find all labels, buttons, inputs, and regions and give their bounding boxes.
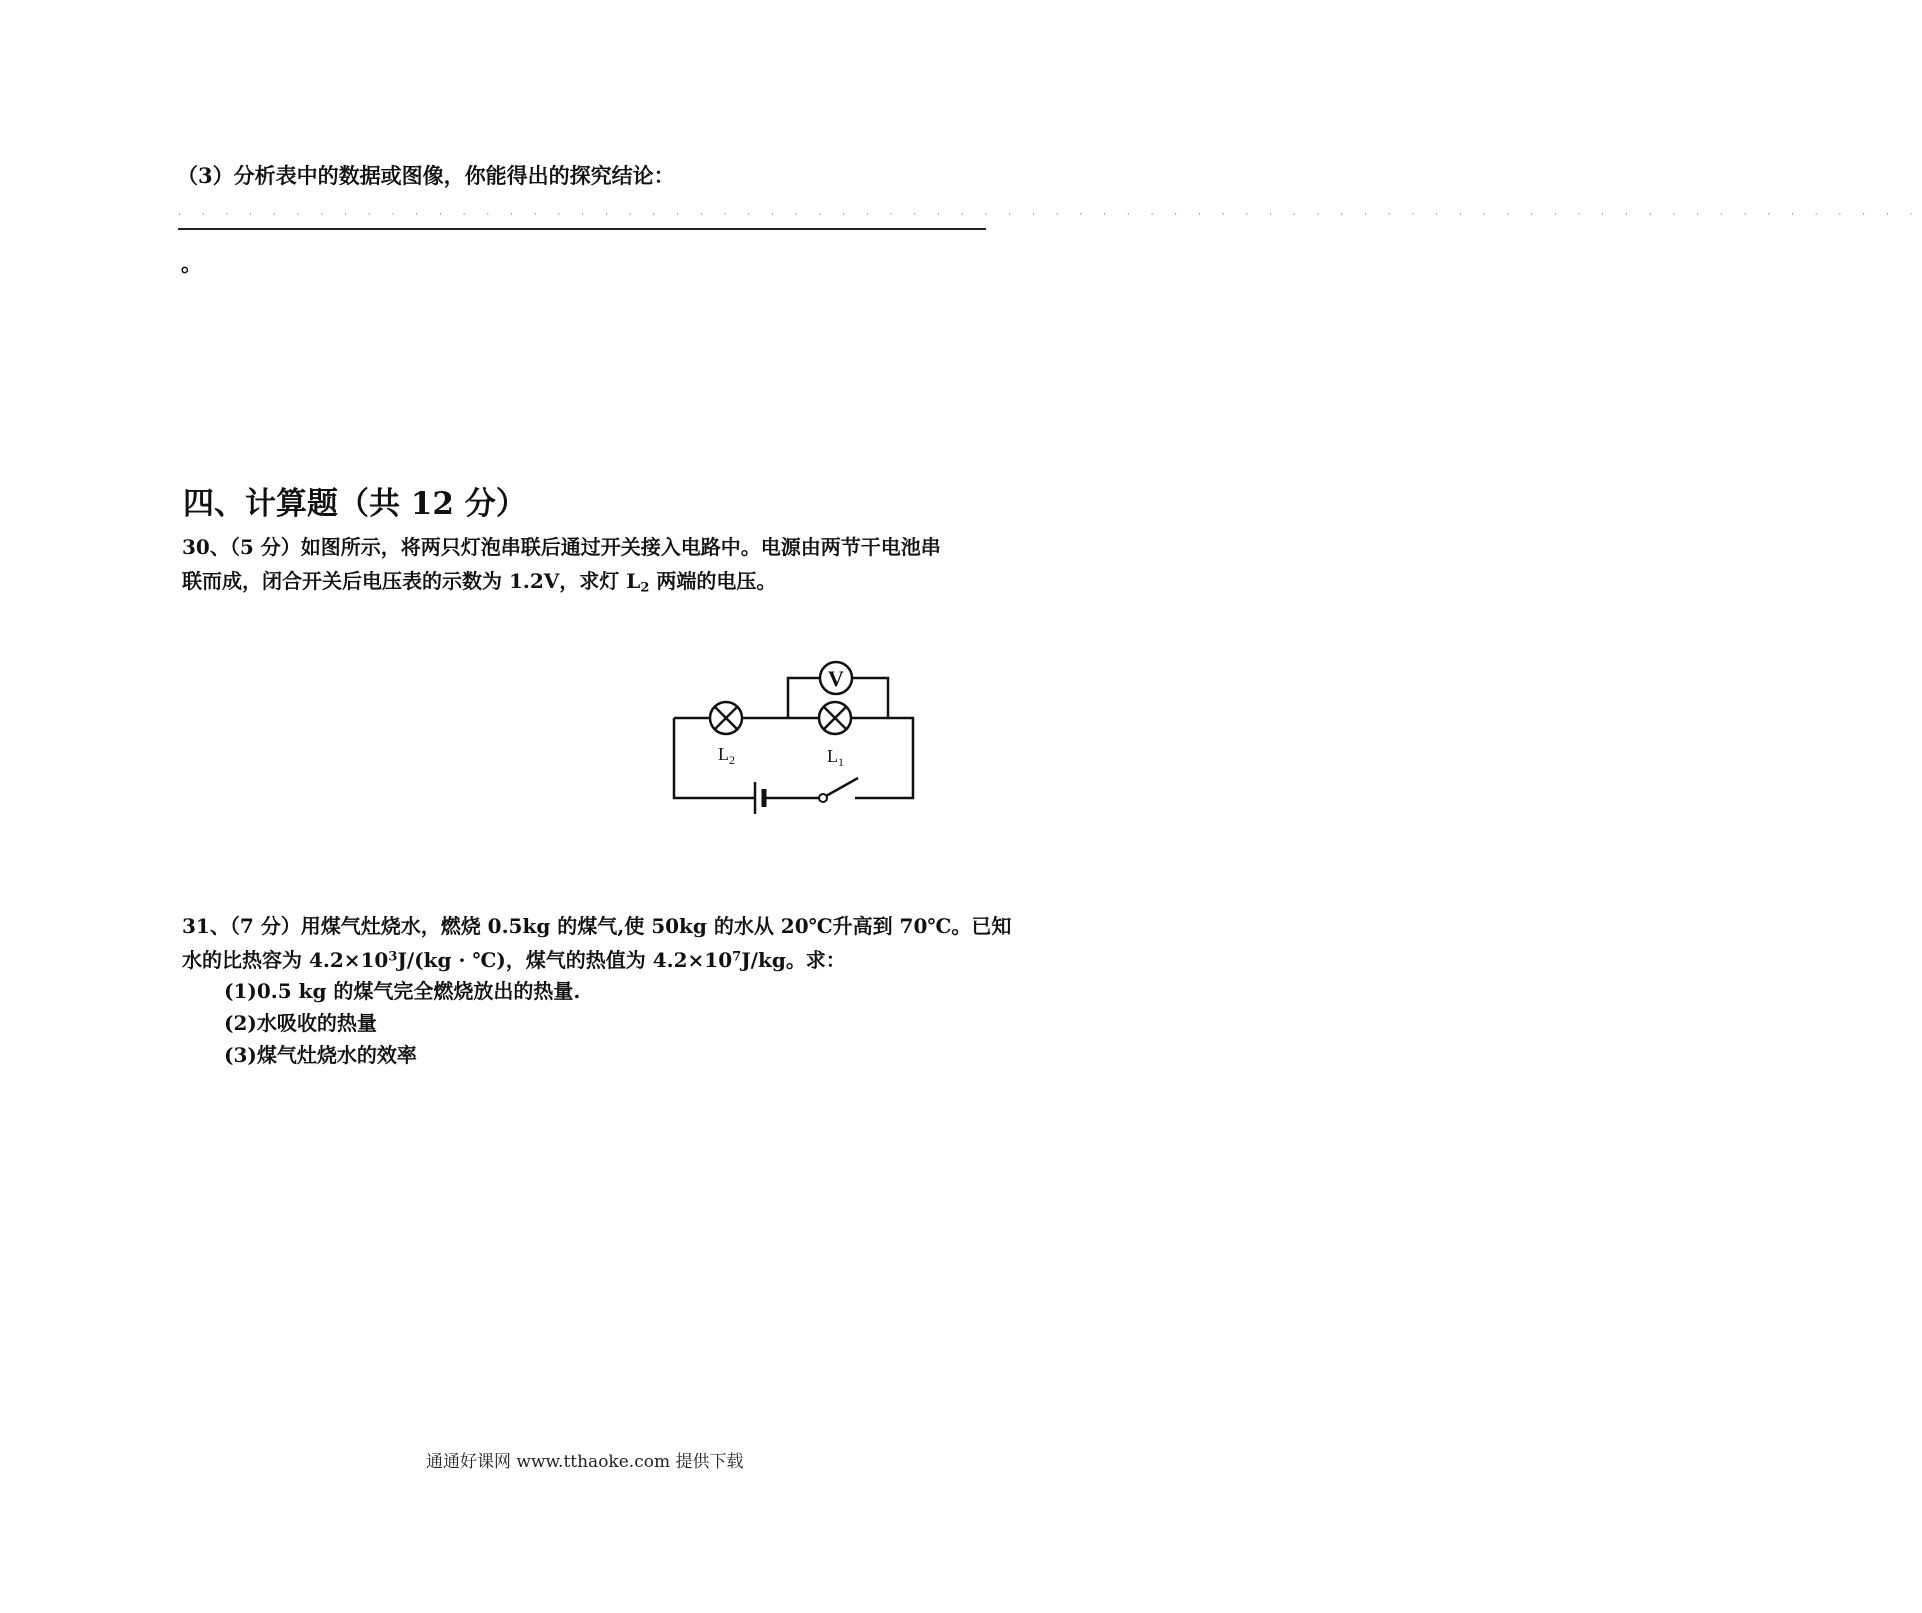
section-title: 四、计算题（共 12 分） xyxy=(183,486,527,522)
question-31-line-2: 水的比热容为 $4.2\times 10^3J/(kg$ · ℃)，煤气的热值为 $4.2\times 10^7J/kg$。求： xyxy=(182,948,846,972)
page-footer: 通通好课网 www.tthaoke.com 提供下载 xyxy=(426,1452,744,1472)
dotted-guide: · · · · · · · · · · · · · · · · · · · · · · · · · · · · · · · · · · · · · · · · · · · · · · · · · · · · · · · · · · · · · · · · · · · · · · · · · · xyxy=(178,210,1922,220)
wire-voltmeter-left xyxy=(788,678,820,718)
circuit-diagram xyxy=(660,650,920,810)
switch-lever xyxy=(826,778,858,796)
lamp-l1-label: $L_1$ xyxy=(827,746,844,769)
question-30-line-1: 30、（5 分）如图所示，将两只灯泡串联后通过开关接入电路中。电源由两节干电池串 xyxy=(182,535,941,559)
question-30-line-2: 联而成，闭合开关后电压表的示数为 1.2V，求灯 $L_2$ 两端的电压。 xyxy=(182,569,777,596)
lamp-l2-label: $L_2$ xyxy=(718,744,735,767)
question-31-subquestion-1: (1)0.5 kg 的煤气完全燃烧放出的热量. xyxy=(224,979,581,1003)
answer-end-period: 。 xyxy=(181,251,202,276)
answer-blank-line[interactable] xyxy=(178,210,1922,230)
switch-pivot xyxy=(819,794,827,802)
question-31-line-1: 31、（7 分）用煤气灶烧水，燃烧 0.5kg 的煤气,使 50kg 的水从 20℃升高到 70℃。已知 xyxy=(182,914,1012,938)
voltmeter-label: V xyxy=(828,666,844,691)
question-31-subquestion-3: (3)煤气灶烧水的效率 xyxy=(224,1043,417,1067)
wire-voltmeter-right xyxy=(852,678,888,718)
question-3-prompt: （3）分析表中的数据或图像，你能得出的探究结论： xyxy=(177,163,675,188)
question-31-subquestion-2: (2)水吸收的热量 xyxy=(224,1011,377,1035)
wire-right xyxy=(855,718,913,798)
